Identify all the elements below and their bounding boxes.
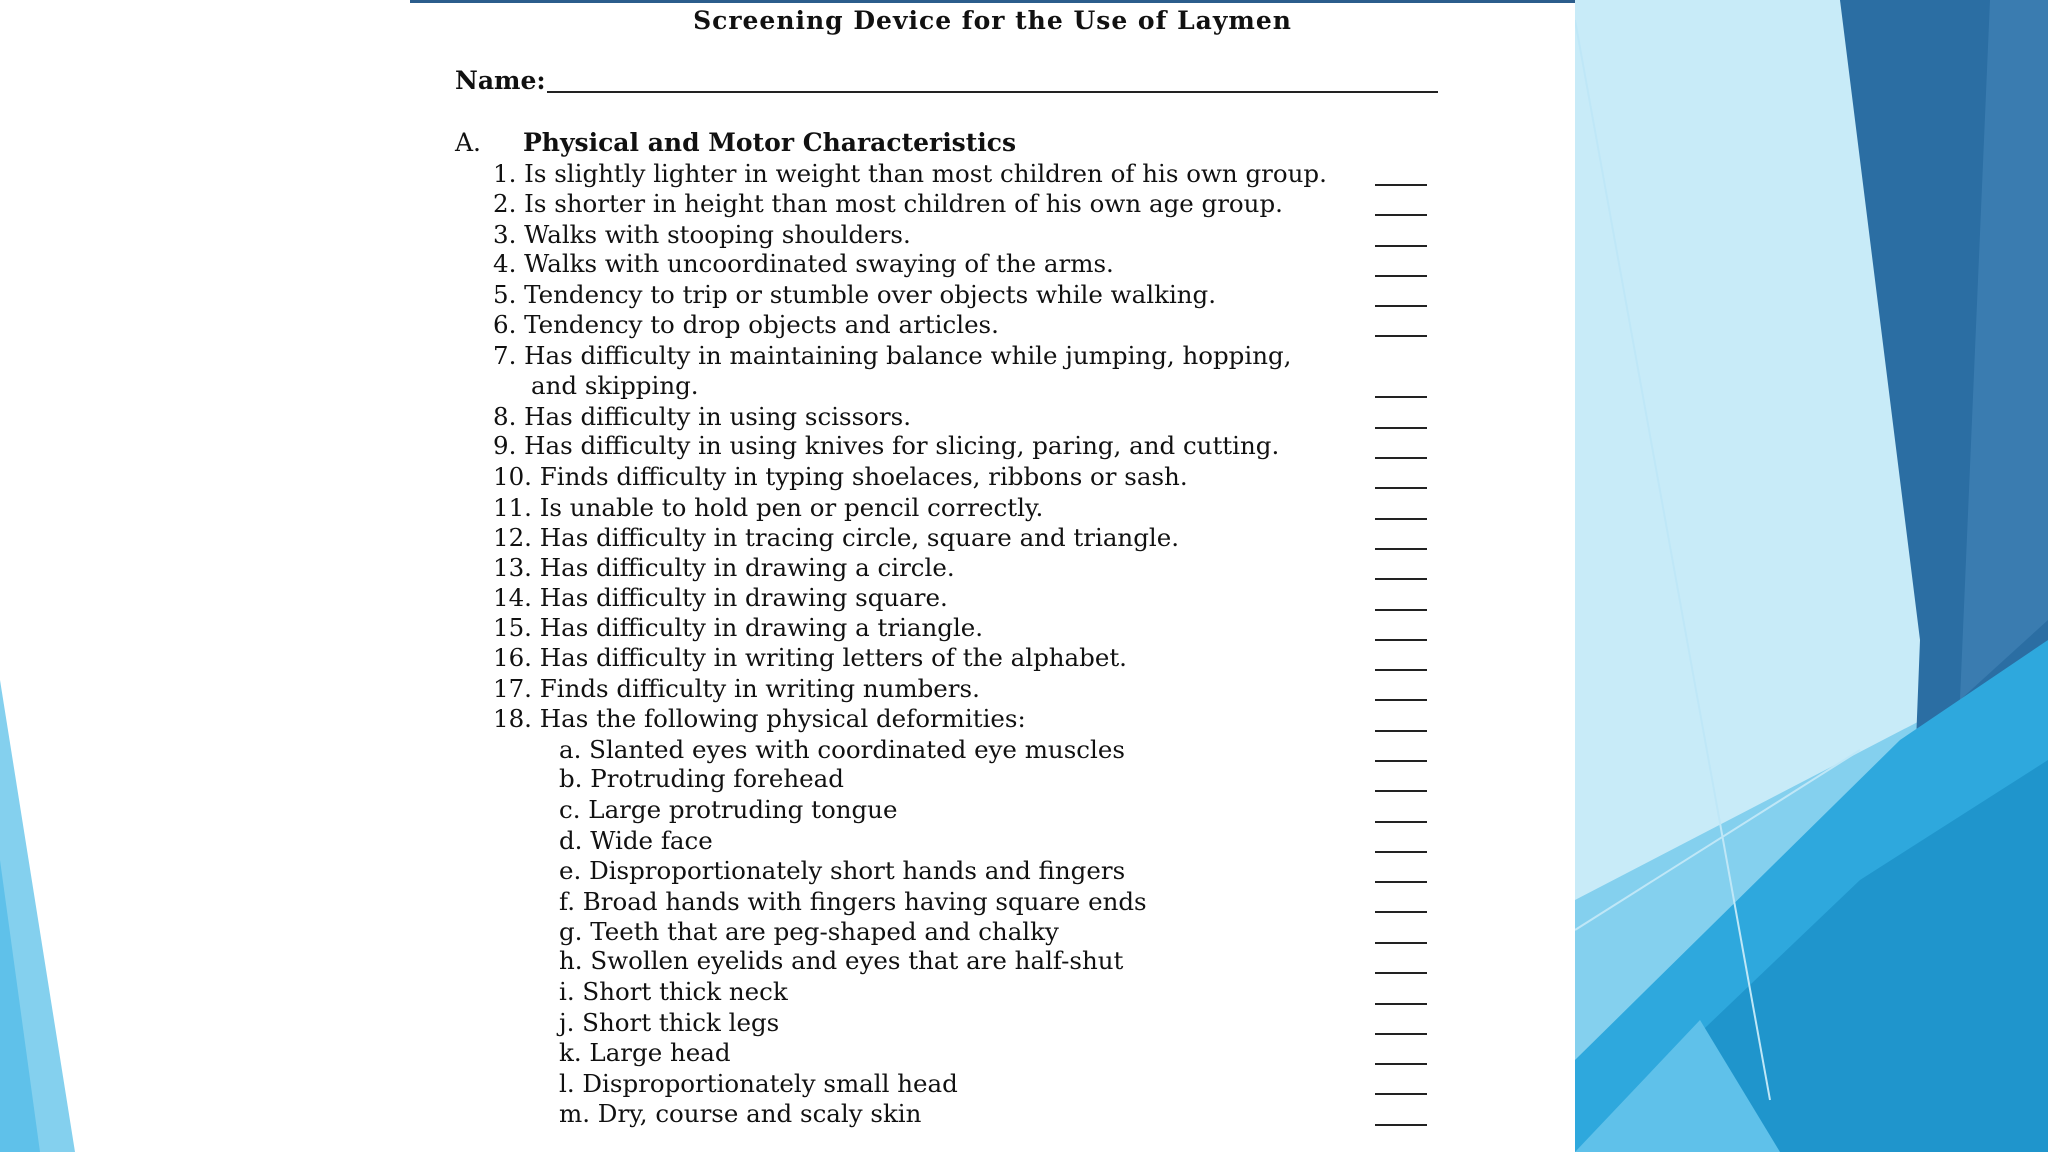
answer-blank (1375, 548, 1427, 550)
sub-list-item: l. Disproportionately small head (559, 1069, 958, 1098)
name-label: Name: (455, 66, 546, 95)
list-item: 10. Finds difficulty in typing shoelaces, ribbons or sash. (493, 462, 1188, 491)
sub-list-item: e. Disproportionately short hands and fingers (559, 856, 1126, 885)
list-item: 6. Tendency to drop objects and articles. (493, 310, 999, 339)
answer-blank (1375, 214, 1427, 216)
answer-blank (1375, 911, 1427, 913)
sub-list-item: c. Large protruding tongue (559, 795, 898, 824)
answer-blank (1375, 427, 1427, 429)
answer-blank (1375, 790, 1427, 792)
name-blank-line (547, 91, 1438, 93)
list-item: 9. Has difficulty in using knives for slicing, paring, and cutting. (493, 431, 1280, 460)
sub-list-item: d. Wide face (559, 826, 713, 855)
sub-list-item: j. Short thick legs (559, 1008, 780, 1037)
answer-blank (1375, 184, 1427, 186)
answer-blank (1375, 639, 1427, 641)
sub-list-item: h. Swollen eyelids and eyes that are half-shut (559, 946, 1124, 975)
sub-list-item: m. Dry, course and scaly skin (559, 1099, 922, 1128)
list-item: 17. Finds difficulty in writing numbers. (493, 674, 980, 703)
answer-blank (1375, 1124, 1427, 1126)
answer-blank (1375, 699, 1427, 701)
worksheet-page (410, 0, 1575, 1152)
sub-list-item: f. Broad hands with fingers having square ends (559, 887, 1147, 916)
answer-blank (1375, 305, 1427, 307)
answer-blank (1375, 821, 1427, 823)
list-item: 2. Is shorter in height than most children of his own age group. (493, 189, 1283, 218)
answer-blank (1375, 335, 1427, 337)
list-item: 18. Has the following physical deformities: (493, 704, 1026, 733)
answer-blank (1375, 851, 1427, 853)
answer-blank (1375, 942, 1427, 944)
list-item: 8. Has difficulty in using scissors. (493, 402, 912, 431)
section-letter: A. (455, 128, 482, 157)
list-item: 15. Has difficulty in drawing a triangle. (493, 613, 984, 642)
answer-blank (1375, 1093, 1427, 1095)
list-item: 1. Is slightly lighter in weight than most children of his own group. (493, 159, 1327, 188)
answer-blank (1375, 487, 1427, 489)
sub-list-item: k. Large head (559, 1038, 731, 1067)
answer-blank (1375, 1063, 1427, 1065)
answer-blank (1375, 245, 1427, 247)
list-item: 3. Walks with stooping shoulders. (493, 220, 911, 249)
answer-blank (1375, 578, 1427, 580)
answer-blank (1375, 669, 1427, 671)
sub-list-item: a. Slanted eyes with coordinated eye muscles (559, 735, 1125, 764)
answer-blank (1375, 609, 1427, 611)
list-item-continuation: and skipping. (531, 371, 699, 400)
list-item: 5. Tendency to trip or stumble over objects while walking. (493, 280, 1217, 309)
list-item: 7. Has difficulty in maintaining balance while jumping, hopping, (493, 341, 1292, 370)
answer-blank (1375, 275, 1427, 277)
answer-blank (1375, 518, 1427, 520)
document-title: Screening Device for the Use of Laymen (693, 6, 1292, 35)
sub-list-item: g. Teeth that are peg-shaped and chalky (559, 917, 1059, 946)
answer-blank (1375, 972, 1427, 974)
sub-list-item: b. Protruding forehead (559, 764, 844, 793)
list-item: 4. Walks with uncoordinated swaying of the arms. (493, 249, 1114, 278)
list-item: 12. Has difficulty in tracing circle, square and triangle. (493, 523, 1180, 552)
answer-blank (1375, 881, 1427, 883)
answer-blank (1375, 1003, 1427, 1005)
page-top-border (410, 0, 1575, 3)
list-item: 14. Has difficulty in drawing square. (493, 583, 948, 612)
section-title: Physical and Motor Characteristics (523, 128, 1017, 157)
list-item: 13. Has difficulty in drawing a circle. (493, 553, 955, 582)
answer-blank (1375, 396, 1427, 398)
answer-blank (1375, 760, 1427, 762)
answer-blank (1375, 730, 1427, 732)
answer-blank (1375, 1033, 1427, 1035)
sub-list-item: i. Short thick neck (559, 977, 788, 1006)
list-item: 16. Has difficulty in writing letters of the alphabet. (493, 643, 1127, 672)
list-item: 11. Is unable to hold pen or pencil correctly. (493, 493, 1044, 522)
answer-blank (1375, 457, 1427, 459)
